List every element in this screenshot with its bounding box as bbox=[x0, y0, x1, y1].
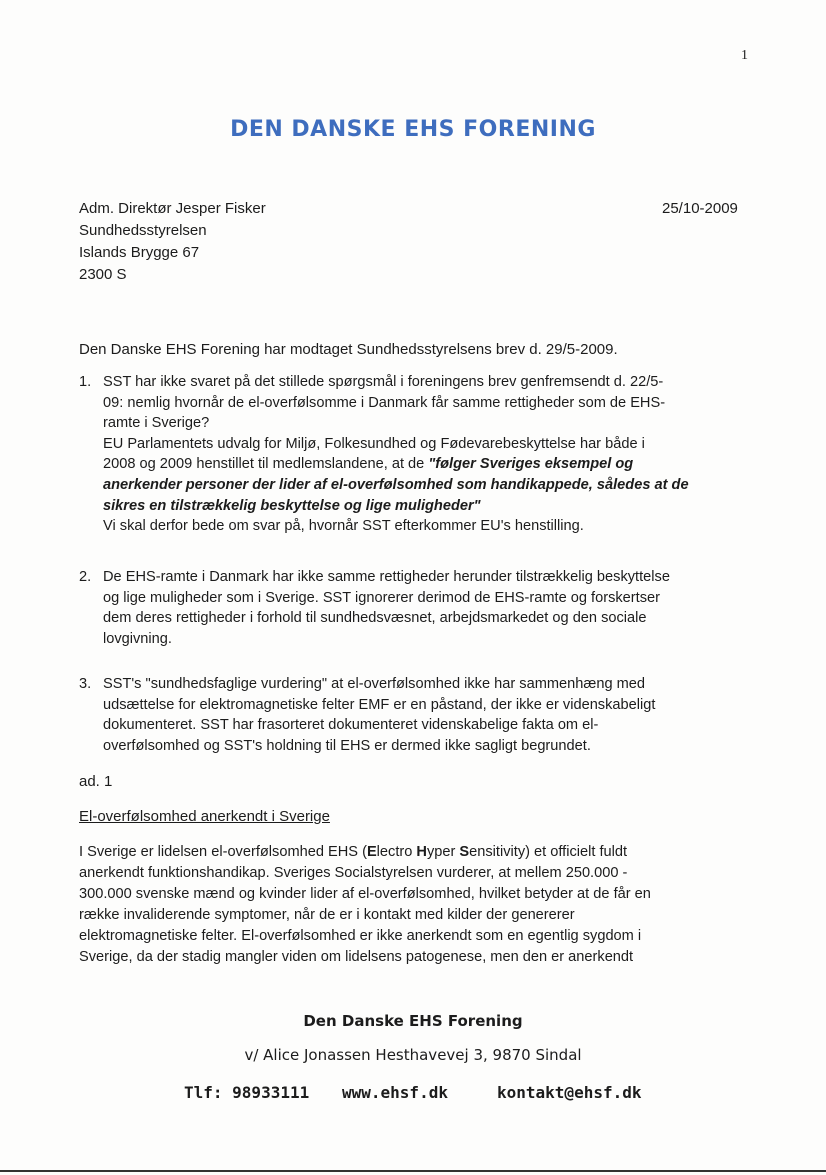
footer-phone: Tlf: 98933111 bbox=[184, 1083, 310, 1102]
list-item-3 bbox=[79, 674, 749, 756]
eu-quote: "følger Sveriges eksempel og bbox=[428, 456, 634, 473]
recipient-address bbox=[79, 198, 266, 286]
list-item-2 bbox=[79, 567, 749, 649]
body-paragraph bbox=[79, 842, 759, 968]
list-item-line: SST har ikke svaret på det stillede spørgsmål i foreningens brev genfremsendt d. 22/5- bbox=[103, 374, 664, 390]
paragraph-line: 300.000 svenske mænd og kvinder lider af el-overfølsomhed, hvilket betyder at de får en bbox=[79, 886, 651, 902]
list-item-line bbox=[103, 454, 749, 475]
paragraph-line: I Sverige er lidelsen el-overfølsomhed EHS (Electro Hyper Sensitivity) et officielt fuldt bbox=[79, 844, 628, 860]
list-item-number: 3. bbox=[79, 676, 92, 692]
list-item-1 bbox=[79, 372, 749, 537]
paragraph-line: anerkendt funktionshandikap. Sveriges Socialstyrelsen vurderer, at mellem 250.000 - bbox=[79, 865, 628, 881]
letter-date: 25/10-2009 bbox=[662, 200, 738, 217]
eu-quote: sikres en tilstrækkelig beskyttelse og lige muligheder" bbox=[103, 497, 481, 514]
intro-sentence: Den Danske EHS Forening har modtaget Sundhedsstyrelsens brev d. 29/5-2009. bbox=[79, 341, 618, 358]
footer-address: v/ Alice Jonassen Hesthavevej 3, 9870 Sindal bbox=[244, 1046, 582, 1064]
footer-org-name: Den Danske EHS Forening bbox=[303, 1012, 523, 1030]
list-item-number: 2. bbox=[79, 569, 92, 585]
quote-intro: 2008 og 2009 henstillet til medlemslandene, at de bbox=[103, 456, 429, 473]
footer-email: kontakt@ehsf.dk bbox=[497, 1083, 642, 1102]
recipient-line: 2300 S bbox=[79, 266, 127, 283]
list-item-line: dem deres rettigheder i forhold til sundhedsvæsnet, arbejdsmarkedet og den sociale bbox=[103, 610, 647, 627]
recipient-line: Islands Brygge 67 bbox=[79, 244, 200, 261]
paragraph-line: række invaliderende symptomer, når de er i kontakt med kilder der genererer bbox=[79, 907, 575, 923]
list-item-line: EU Parlamentets udvalg for Miljø, Folkesundhed og Fødevarebeskyttelse har både i bbox=[103, 435, 645, 452]
list-item-line: ramte i Sverige? bbox=[103, 415, 210, 432]
list-item-number: 1. bbox=[79, 374, 92, 390]
list-item-line: overfølsomhed og SST's holdning til EHS er dermed ikke sagligt begrundet. bbox=[103, 737, 591, 754]
page-bottom-edge bbox=[0, 1170, 826, 1172]
eu-quote: anerkender personer der lider af el-overfølsomhed som handikappede, således at de bbox=[103, 476, 689, 493]
list-item-line: SST's "sundhedsfaglige vurdering" at el-overfølsomhed ikke har sammenhæng med bbox=[103, 676, 646, 692]
list-item-line: lovgivning. bbox=[103, 630, 172, 647]
list-item-line: og lige muligheder som i Sverige. SST ignorerer derimod de EHS-ramte og forskertser bbox=[103, 589, 660, 606]
section-reference: ad. 1 bbox=[79, 773, 113, 790]
recipient-line: Sundhedsstyrelsen bbox=[79, 222, 207, 239]
footer-website: www.ehsf.dk bbox=[342, 1083, 448, 1102]
list-item-line: De EHS-ramte i Danmark har ikke samme rettigheder herunder tilstrækkelig beskyttelse bbox=[103, 569, 670, 585]
list-item-line: 09: nemlig hvornår de el-overfølsomme i Danmark får samme rettigheder som de EHS- bbox=[103, 394, 666, 411]
letterhead-title: DEN DANSKE EHS FORENING bbox=[230, 117, 596, 142]
page-number: 1 bbox=[741, 48, 748, 63]
paragraph-line: elektromagnetiske felter. El-overfølsomhed er ikke anerkendt som en egentlig sygdom i bbox=[79, 928, 642, 944]
list-item-line: Vi skal derfor bede om svar på, hvornår SST efterkommer EU's henstilling. bbox=[103, 518, 584, 535]
paragraph-line: Sverige, da der stadig mangler viden om lidelsens patogenese, men den er anerkendt bbox=[79, 949, 634, 965]
recipient-line: Adm. Direktør Jesper Fisker bbox=[79, 200, 266, 217]
section-heading: El-overfølsomhed anerkendt i Sverige bbox=[79, 808, 330, 825]
list-item-line: udsættelse for elektromagnetiske felter EMF er en påstand, der ikke er videnskabeligt bbox=[103, 696, 656, 713]
list-item-line: dokumenteret. SST har frasorteret dokumenteret videnskabelige fakta om el- bbox=[103, 717, 599, 734]
